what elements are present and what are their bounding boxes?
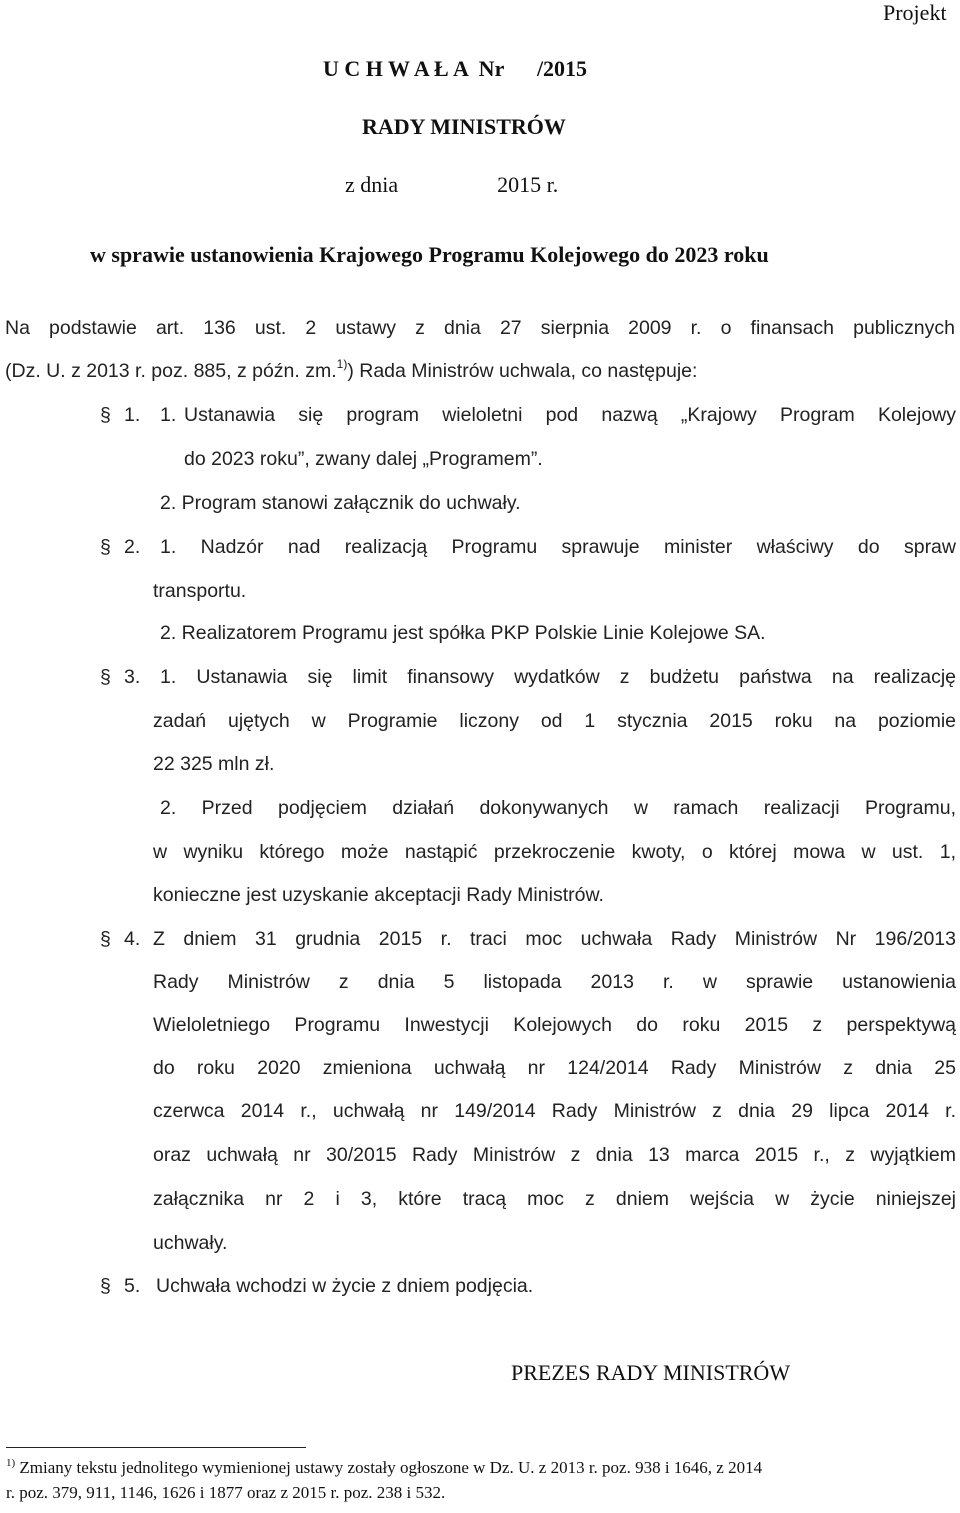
s2-p2: 2. Realizatorem Programu jest spółka PKP Polskie Linie Kolejowe SA.: [160, 622, 766, 644]
s3-p2-line-1: 2. Przed podjęciem działań dokonywanych w ramach realizacji Programu,: [160, 797, 956, 819]
section-number: 4.: [124, 928, 141, 950]
section-number: 1.: [124, 404, 141, 426]
s1-p1-line-1: Ustanawia się program wieloletni pod nazwą „Krajowy Program Kolejowy: [184, 404, 956, 426]
document-title: U C H W A Ł A Nr /2015: [323, 56, 588, 81]
footnote-separator: [6, 1447, 306, 1448]
document-date: z dnia 2015 r.: [345, 172, 559, 197]
s1-p2: 2. Program stanowi załącznik do uchwały.: [160, 492, 521, 514]
section-number: 3.: [124, 666, 141, 688]
section-mark: §: [100, 404, 111, 426]
issuer-title: RADY MINISTRÓW: [362, 114, 566, 139]
s3-p2-line-2: w wyniku którego może nastąpić przekroczenie kwoty, o której mowa w ust. 1,: [153, 841, 956, 863]
s4-line-7: załącznika nr 2 i 3, które tracą moc z dniem wejścia w życie niniejszej: [153, 1188, 956, 1210]
footnote-line-2: r. poz. 379, 911, 1146, 1626 i 1877 oraz z 2015 r. poz. 238 i 532.: [6, 1483, 446, 1502]
section-number: 2.: [124, 536, 141, 558]
s5-text: Uchwała wchodzi w życie z dniem podjęcia.: [156, 1275, 534, 1297]
footnote-reference: 1): [336, 357, 348, 371]
s3-p1-line-1: 1. Ustanawia się limit finansowy wydatków z budżetu państwa na realizację: [160, 666, 956, 688]
paragraph-number: 1.: [160, 404, 177, 426]
s4-line-2: Rady Ministrów z dnia 5 listopada 2013 r. w sprawie ustanowienia: [153, 971, 956, 993]
s3-p1-line-2: zadań ujętych w Programie liczony od 1 stycznia 2015 roku na poziomie: [153, 710, 956, 732]
preamble-line-1: Na podstawie art. 136 ust. 2 ustawy z dnia 27 sierpnia 2009 r. o finansach publicznych: [5, 317, 955, 339]
section-mark: §: [100, 1275, 111, 1297]
s1-p1-line-2: do 2023 roku”, zwany dalej „Programem”.: [184, 448, 543, 470]
s4-line-1: Z dniem 31 grudnia 2015 r. traci moc uchwała Rady Ministrów Nr 196/2013: [153, 928, 956, 950]
footnote-line-1: $^{1)}$ Zmiany tekstu jednolitego wymienionej ustawy zostały ogłoszone w Dz. U. z 2013 r. poz. 938 i 1646, z 2014: [6, 1457, 763, 1477]
s3-p1-line-3: 22 325 mln zł.: [153, 753, 275, 775]
section-mark: §: [100, 536, 111, 558]
section-number: 5.: [124, 1275, 141, 1297]
s3-p2-line-3: konieczne jest uzyskanie akceptacji Rady Ministrów.: [153, 884, 604, 906]
s4-line-5: czerwca 2014 r., uchwałą nr 149/2014 Rady Ministrów z dnia 29 lipca 2014 r.: [153, 1100, 956, 1122]
preamble-line-2: (Dz. U. z 2013 r. poz. 885, z późn. zm.$^{1)}$) Rada Ministrów uchwala, co następuje:: [5, 357, 698, 382]
signature-line: PREZES RADY MINISTRÓW: [511, 1360, 791, 1385]
section-mark: §: [100, 666, 111, 688]
s4-line-6: oraz uchwałą nr 30/2015 Rady Ministrów z dnia 13 marca 2015 r., z wyjątkiem: [153, 1144, 956, 1166]
section-mark: §: [100, 928, 111, 950]
footnote-mark: 1): [6, 1457, 16, 1469]
s4-line-4: do roku 2020 zmieniona uchwałą nr 124/2014 Rady Ministrów z dnia 25: [153, 1057, 956, 1079]
projekt-label: Projekt: [883, 0, 947, 25]
document-subject: w sprawie ustanowienia Krajowego Programu Kolejowego do 2023 roku: [90, 242, 769, 267]
s2-p1-line-2: transportu.: [153, 580, 247, 602]
s2-p1-line-1: 1. Nadzór nad realizacją Programu sprawuje minister właściwy do spraw: [160, 536, 956, 558]
s4-line-8: uchwały.: [153, 1232, 228, 1254]
s4-line-3: Wieloletniego Programu Inwestycji Kolejowych do roku 2015 z perspektywą: [153, 1014, 956, 1036]
